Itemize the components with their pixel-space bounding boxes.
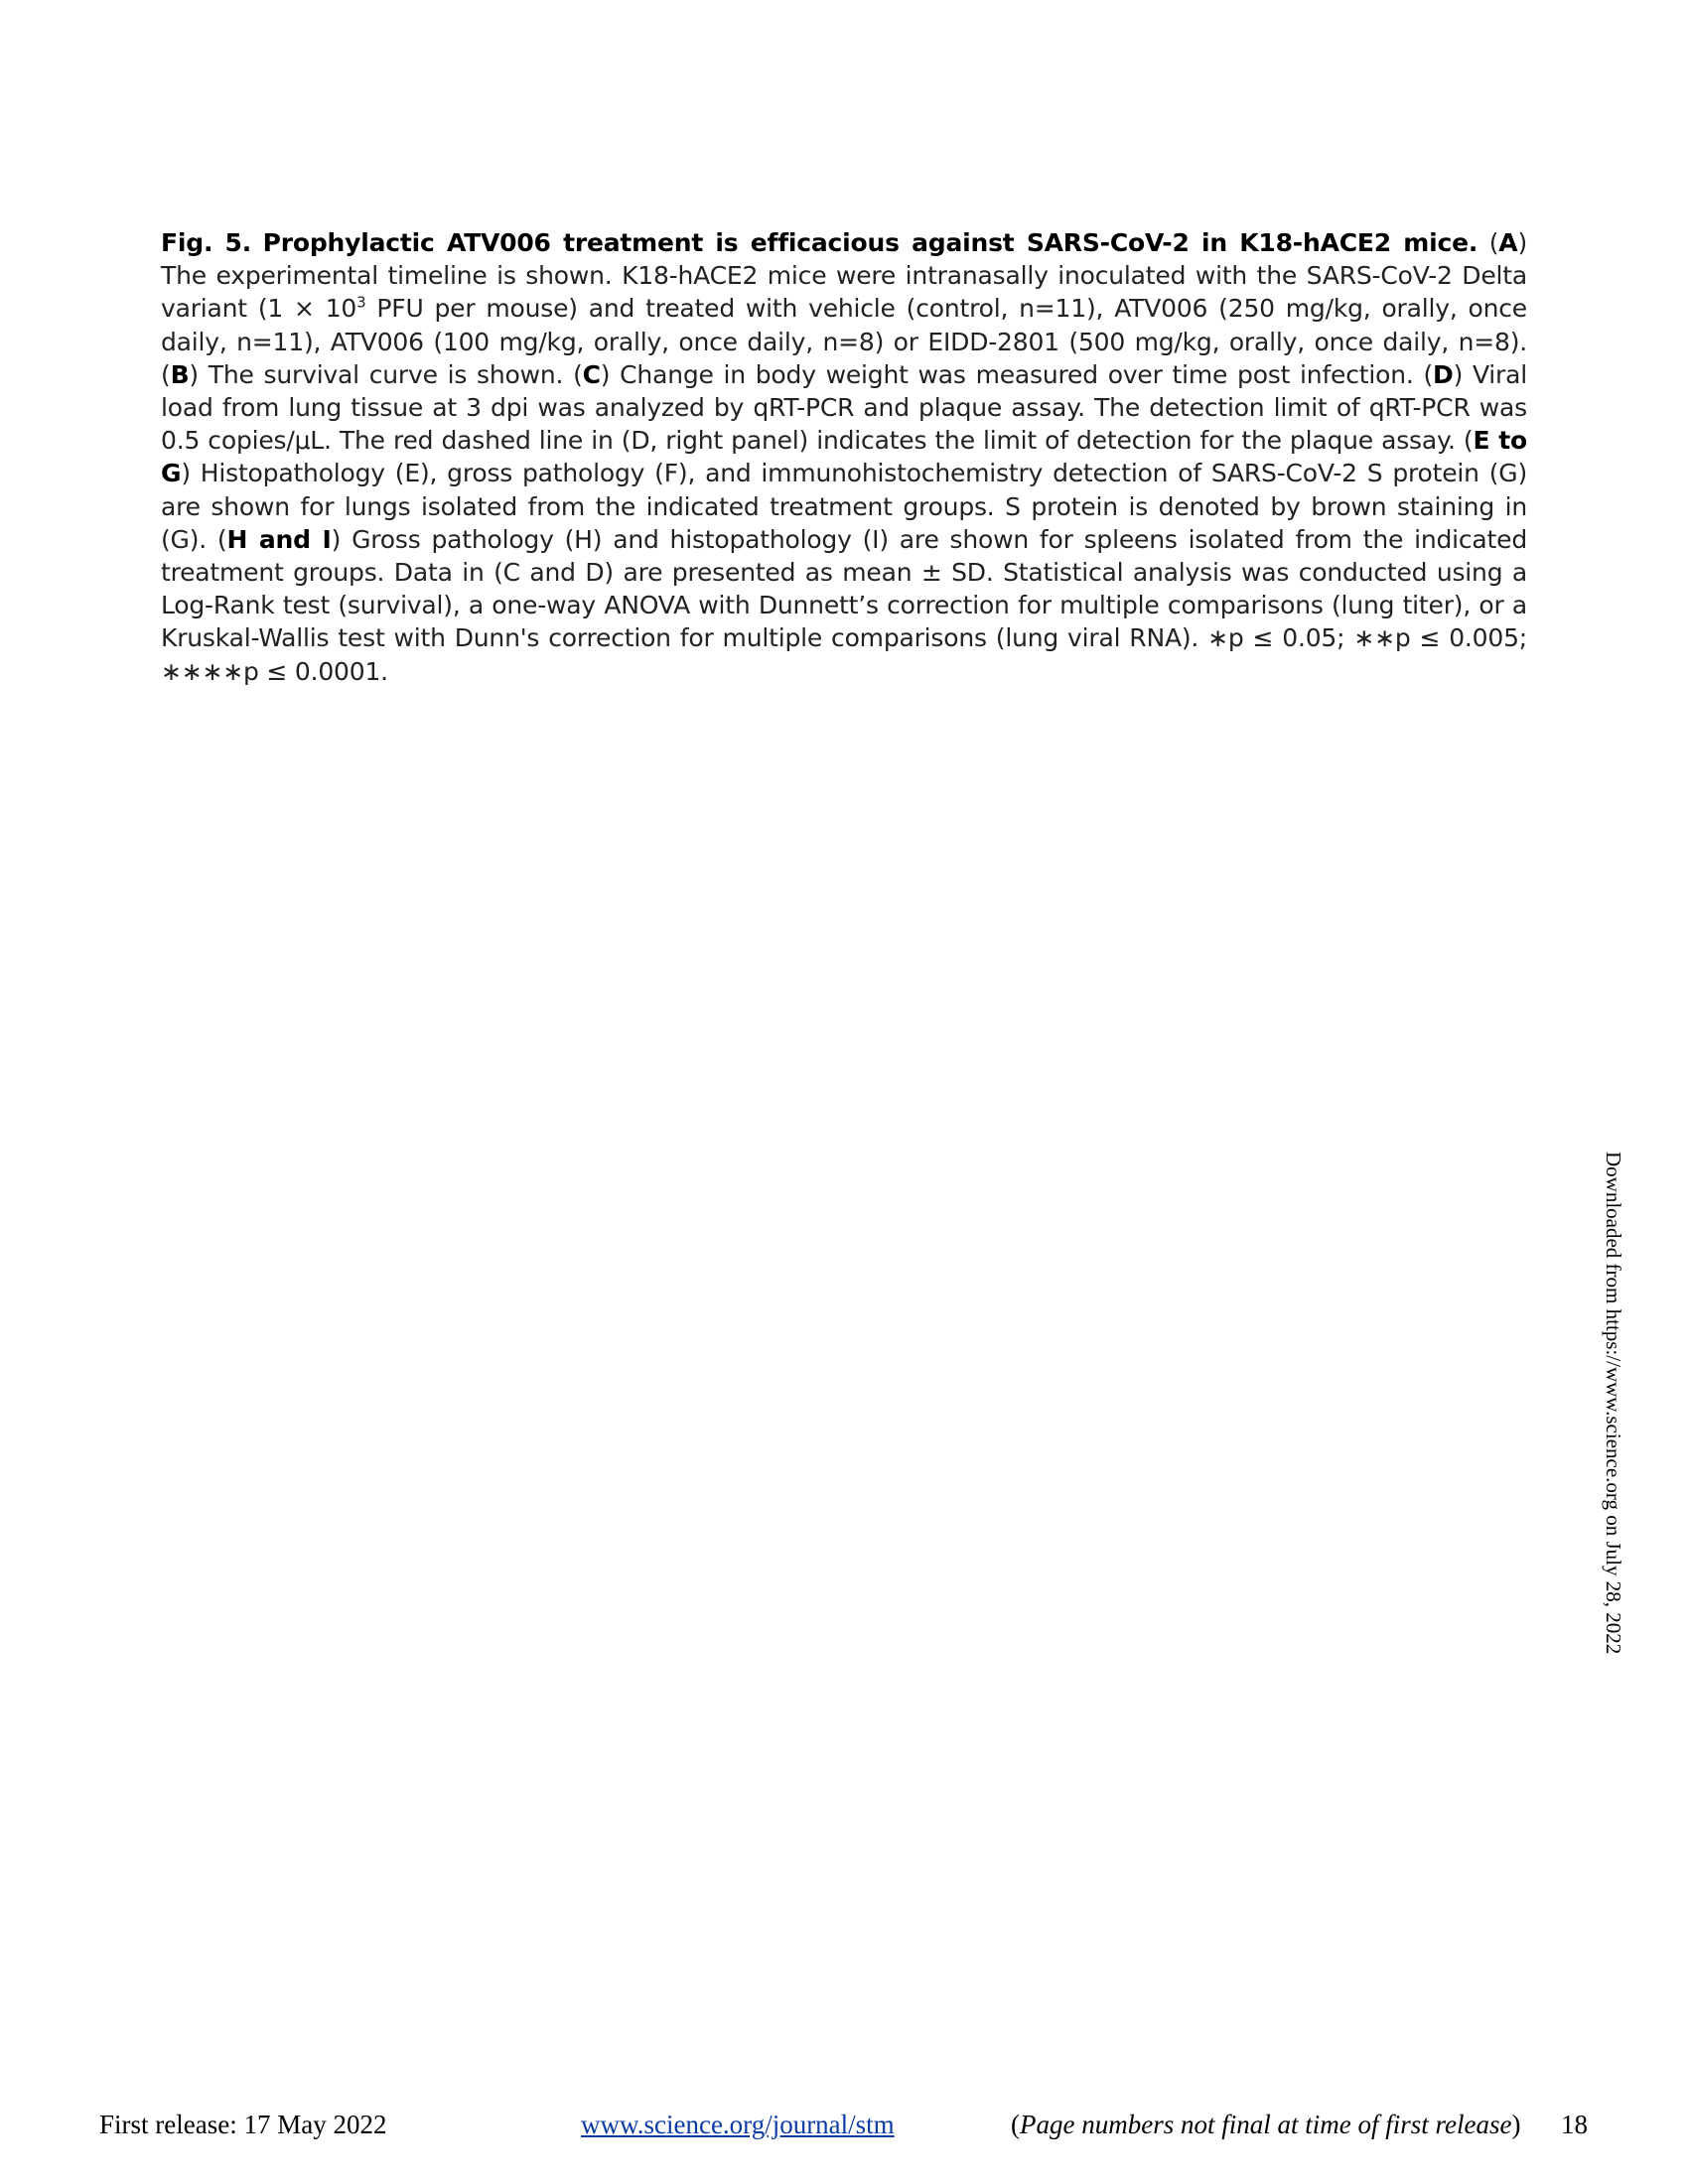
page-number: 18 (1561, 2110, 1588, 2139)
panel-e-to-g-text: ) Histopathology (E), gross pathology (F), and immunohistochemistry detection of SARS-CoV-2 S protein (G) are shown for lungs isolated from the indicated treatment groups. S protein is denoted by brown staining in (G). ( (161, 459, 1527, 554)
panel-b-text: ) The survival curve is shown. ( (189, 359, 583, 389)
figure-caption (161, 226, 1527, 688)
panel-a-text-2: PFU per mouse) and treated with vehicle (control, n=11), ATV006 (250 mg/kg, orally, once daily, n=11), ATV006 (100 mg/kg, orally, once daily, n=8) or EIDD-2801 (500 mg/kg, orally, once daily, n=8). ( (161, 294, 1527, 389)
page-number-note (1011, 2110, 1520, 2140)
first-release-date: First release: 17 May 2022 (99, 2110, 387, 2139)
panel-c-text: ) Change in body weight was measured over time post infection. ( (600, 359, 1433, 389)
panel-label-d: D (1433, 359, 1454, 389)
paren-open: ( (1488, 228, 1499, 257)
figure-label: Fig. 5. (161, 228, 252, 257)
panel-label-c: C (582, 359, 601, 389)
note-paren-open: ( (1011, 2110, 1020, 2139)
note-paren-close: ) (1511, 2110, 1521, 2139)
figure-title: Prophylactic ATV006 treatment is efficacious against SARS-CoV-2 in K18-hACE2 mice. (262, 228, 1478, 257)
exponent: 3 (356, 294, 366, 313)
download-watermark: Downloaded from https://www.science.org on July 28, 2022 (1602, 1152, 1625, 1655)
panel-label-e-to-g: E to G (161, 426, 1527, 488)
journal-link[interactable]: www.science.org/journal/stm (581, 2110, 895, 2139)
panel-label-a: A (1498, 228, 1518, 257)
panel-h-and-i-text: ) Gross pathology (H) and histopathology (I) are shown for spleens isolated from the indicated treatment groups. Data in (C and D) are presented as mean ± SD. Statistical analysis was conducted using a Log-Rank test (survival), a one-way ANOVA with Dunnett’s correction for multiple comparisons (lung titer), or a Kruskal-Wallis test with Dunn's correction for multiple comparisons (lung viral RNA). ∗p ≤ 0.05; ∗∗p ≤ 0.005; ∗∗∗∗p ≤ 0.0001. (161, 524, 1528, 686)
note-text: Page numbers not final at time of first release (1020, 2110, 1512, 2139)
panel-label-h-and-i: H and I (226, 524, 332, 554)
panel-a-text-1: ) The experimental timeline is shown. K18-hACE2 mice were intranasally inoculated with the SARS-CoV-2 Delta variant (1 × 10 (161, 228, 1527, 324)
panel-d-text: ) Viral load from lung tissue at 3 dpi was analyzed by qRT-PCR and plaque assay. The detection limit of qRT-PCR was 0.5 copies/μL. The red dashed line in (D, right panel) indicates the limit of detection for the plaque assay. ( (161, 359, 1527, 456)
panel-label-b: B (170, 359, 190, 389)
